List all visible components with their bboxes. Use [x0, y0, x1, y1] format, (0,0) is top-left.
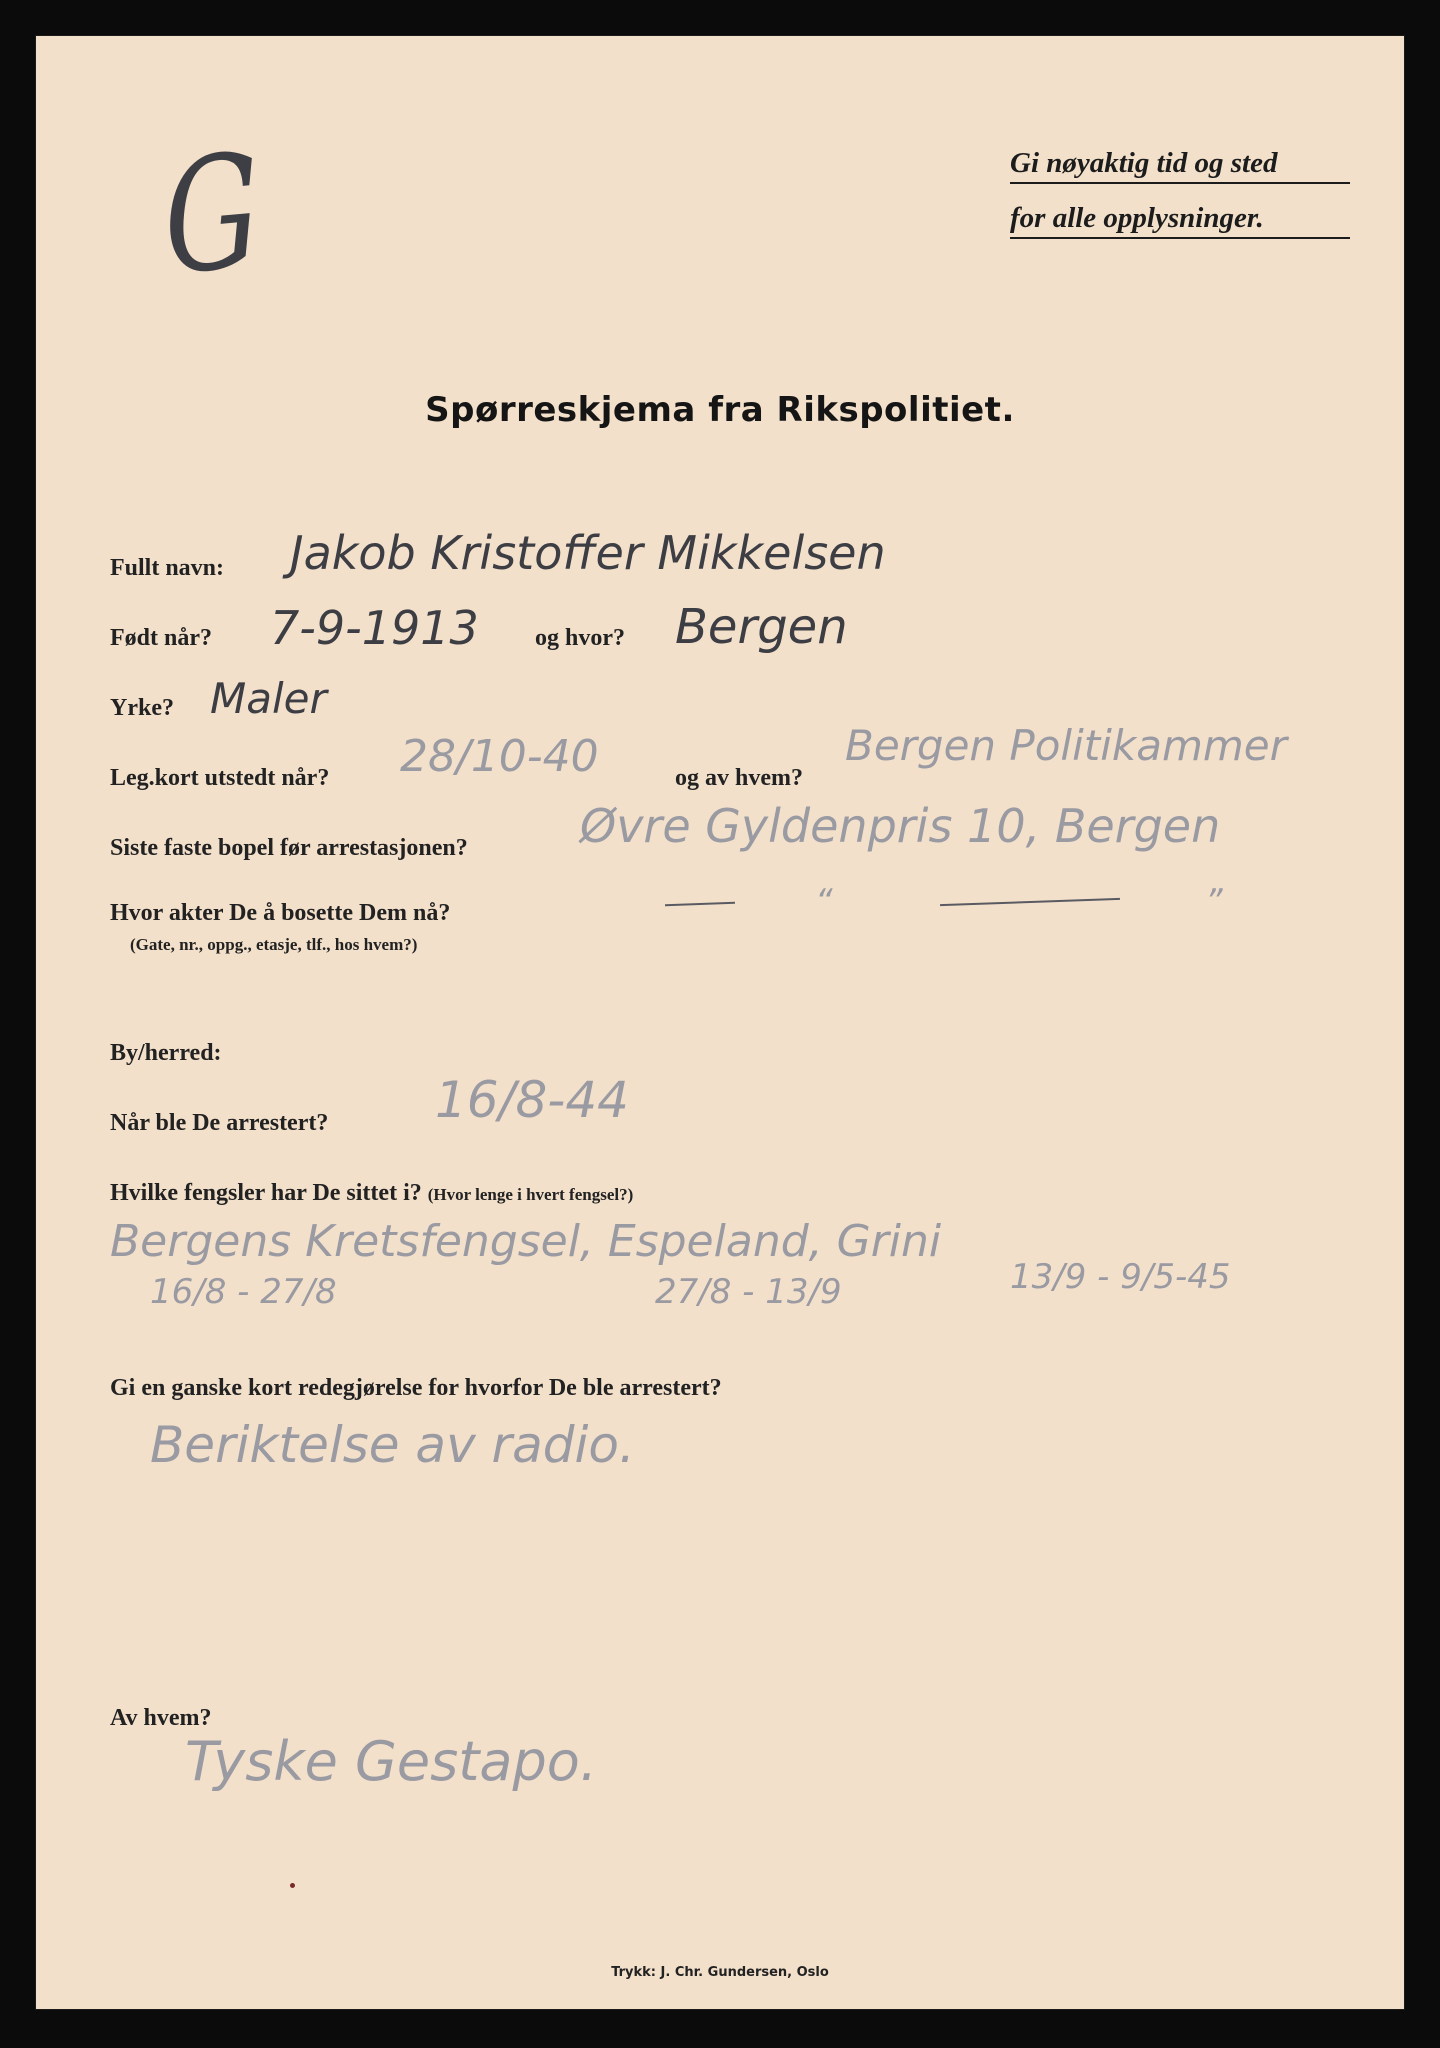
by-whom-label: Av hvem?	[110, 1705, 212, 1731]
prison-dates-2: 27/8 - 13/9	[655, 1272, 842, 1312]
printer-credit: Trykk: J. Chr. Gundersen, Oslo	[611, 1965, 829, 1980]
ink-dot	[290, 1883, 295, 1888]
reason-label: Gi en ganske kort redegjørelse for hvorfor De ble arrestert?	[110, 1375, 722, 1401]
legkort-by-label: og av hvem?	[675, 765, 803, 791]
prison-dates-3: 13/9 - 9/5-45	[1010, 1257, 1231, 1297]
last-address-answer: Øvre Gyldenpris 10, Bergen	[580, 799, 1221, 853]
full-name-answer: Jakob Kristoffer Mikkelsen	[290, 526, 886, 580]
by-whom-answer: Tyske Gestapo.	[185, 1730, 597, 1793]
city-label: By/herred:	[110, 1040, 222, 1066]
born-when-label: Født når?	[110, 625, 212, 651]
instruction-line-2: for alle opplysninger.	[1010, 202, 1350, 239]
form-title: Spørreskjema fra Rikspolitiet.	[425, 390, 1015, 430]
prisons-label	[110, 1180, 633, 1207]
settle-sublabel: (Gate, nr., oppg., etasje, tlf., hos hvem?)	[130, 935, 418, 954]
legkort-when-label: Leg.kort utstedt når?	[110, 765, 330, 791]
prisons-sublabel: (Hvor lenge i hvert fengsel?)	[427, 1185, 634, 1204]
ditto-stroke-2	[940, 898, 1120, 906]
born-where-label: og hvor?	[535, 625, 625, 651]
prisons-answer-line: Bergens Kretsfengsel, Espeland, Grini	[110, 1216, 942, 1267]
instruction-box	[1010, 147, 1350, 257]
legkort-by-answer: Bergen Politikammer	[845, 721, 1287, 770]
settle-label: Hvor akter De å bosette Dem nå?	[110, 900, 451, 926]
ditto-mark-2: ”	[1205, 882, 1223, 922]
arrested-label: Når ble De arrestert?	[110, 1110, 329, 1136]
last-address-label: Siste faste bopel før arrestasjonen?	[110, 835, 468, 861]
prisons-question: Hvilke fengsler har De sittet i?	[110, 1180, 422, 1206]
occupation-label: Yrke?	[110, 695, 174, 721]
ditto-mark-1: “	[815, 882, 833, 922]
ditto-stroke-1	[665, 902, 735, 906]
arrested-answer: 16/8-44	[435, 1071, 629, 1129]
margin-mark: G	[159, 121, 265, 311]
instruction-line-1: Gi nøyaktig tid og sted	[1010, 147, 1350, 184]
full-name-label: Fullt navn:	[110, 555, 225, 581]
reason-answer: Beriktelse av radio.	[150, 1416, 635, 1474]
born-where-answer: Bergen	[675, 599, 848, 655]
born-when-answer: 7-9-1913	[270, 601, 479, 655]
prison-dates-1: 16/8 - 27/8	[150, 1272, 337, 1312]
legkort-when-answer: 28/10-40	[400, 731, 599, 782]
occupation-answer: Maler	[210, 674, 327, 723]
form-sheet	[35, 35, 1405, 2010]
